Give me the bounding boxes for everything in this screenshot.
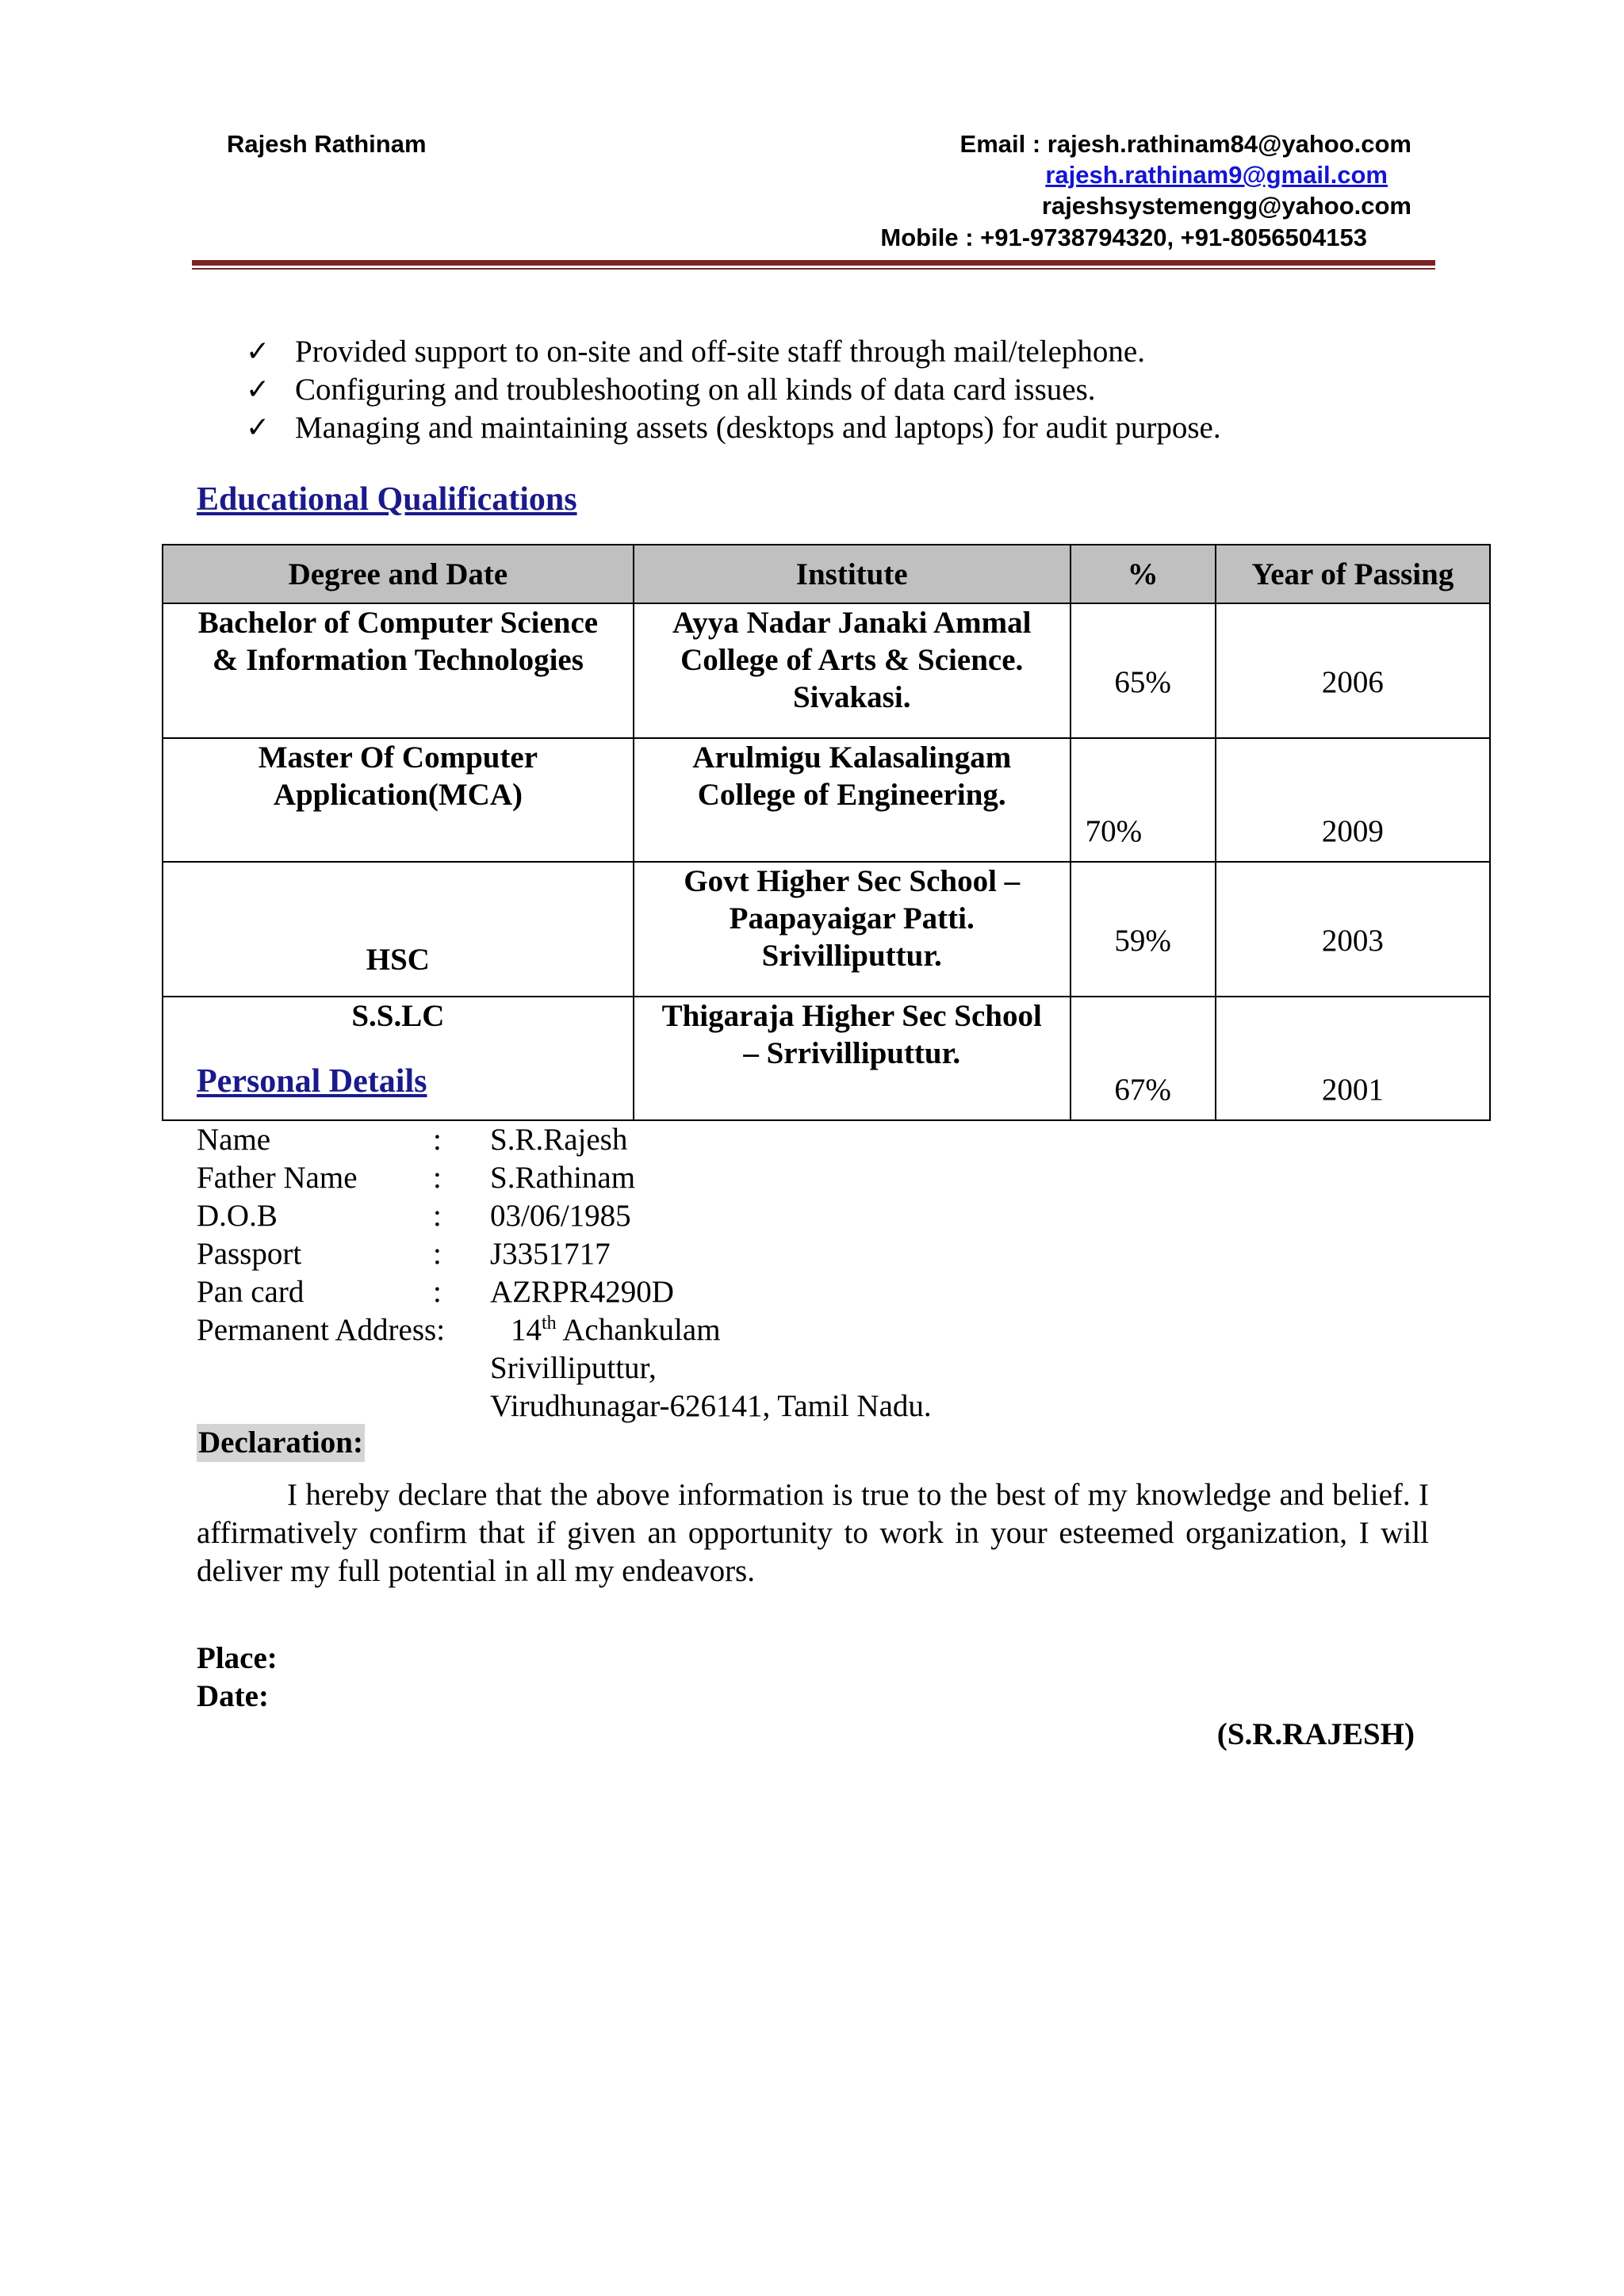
header-rule-thin (192, 268, 1435, 270)
institute-line: College of Arts & Science. (680, 643, 1024, 677)
header-percent: % (1071, 545, 1216, 603)
header-degree: Degree and Date (163, 545, 634, 603)
education-table (162, 544, 1491, 1121)
detail-row-passport (197, 1235, 932, 1273)
detail-label: Name (197, 1123, 271, 1157)
address-line-2: Srivilliputtur, (490, 1351, 657, 1385)
declaration-heading: Declaration: (197, 1424, 365, 1462)
institute-line: College of Engineering. (697, 778, 1006, 812)
institute-line: Sivakasi. (792, 680, 911, 714)
percent-cell: 70% (1071, 738, 1216, 862)
degree-line: Application(MCA) (273, 778, 523, 812)
declaration-text: I hereby declare that the above information is true to the best of my knowledge and belief. I affirmatively confirm that if given an opportunity to work in your esteemed organization, I will deliver my full potential in all my endeavors. (197, 1478, 1429, 1588)
institute-cell (634, 738, 1071, 862)
detail-value: AZRPR4290D (490, 1275, 674, 1309)
institute-line: Srivilliputtur. (761, 939, 942, 973)
address-number: 14 (511, 1313, 542, 1347)
institute-line: Thigaraja Higher Sec School (661, 999, 1042, 1033)
table-header-row (163, 545, 1490, 603)
email-line: Email : rajesh.rathinam84@yahoo.com (959, 130, 1411, 158)
year-cell: 2009 (1216, 738, 1490, 862)
candidate-name: Rajesh Rathinam (227, 130, 427, 158)
place-label: Place: (197, 1641, 278, 1675)
detail-label: D.O.B (197, 1199, 278, 1233)
bullet-text: Provided support to on-site and off-site staff through mail/telephone. (295, 335, 1145, 369)
responsibility-list (246, 333, 1221, 447)
detail-colon: : (433, 1199, 442, 1233)
detail-colon: : (433, 1161, 442, 1195)
institute-cell (634, 603, 1071, 738)
check-mark-icon: ✓ (246, 373, 270, 406)
detail-label: Pan card (197, 1275, 304, 1309)
detail-row-pan-card (197, 1273, 932, 1311)
detail-row-address (197, 1311, 932, 1349)
personal-heading: Personal Details (197, 1063, 427, 1100)
date-label: Date: (197, 1679, 269, 1713)
address-ordinal: th (542, 1313, 557, 1334)
header-year: Year of Passing (1216, 545, 1490, 603)
detail-colon: : (433, 1123, 442, 1157)
percent-cell: 67% (1071, 997, 1216, 1120)
address-street: Achankulam (556, 1313, 721, 1347)
institute-cell (634, 997, 1071, 1120)
degree-line: Bachelor of Computer Science (197, 606, 599, 640)
institute-line: Paapayaigar Patti. (729, 901, 975, 936)
detail-value: S.Rathinam (490, 1161, 636, 1195)
degree-line: Master Of Computer (258, 740, 538, 775)
bullet-text: Configuring and troubleshooting on all kinds of data card issues. (295, 373, 1096, 407)
year-cell: 2006 (1216, 603, 1490, 738)
table-row (163, 603, 1490, 738)
list-item (246, 409, 1221, 447)
detail-label: Passport (197, 1237, 302, 1271)
degree-line: HSC (366, 943, 430, 977)
signature-name: (S.R.RAJESH) (1216, 1717, 1415, 1751)
header-institute: Institute (634, 545, 1071, 603)
personal-details (197, 1121, 932, 1425)
education-heading: Educational Qualifications (197, 481, 577, 518)
check-mark-icon: ✓ (246, 335, 270, 368)
address-line-1 (490, 1311, 721, 1349)
institute-line: Govt Higher Sec School – (684, 864, 1021, 898)
table-row (163, 997, 1490, 1120)
detail-colon: : (433, 1237, 442, 1271)
degree-cell (163, 603, 634, 738)
institute-line: – Srrivilliputtur. (743, 1036, 961, 1070)
degree-cell (163, 738, 634, 862)
detail-value: J3351717 (490, 1237, 611, 1271)
bullet-text: Managing and maintaining assets (desktops and laptops) for audit purpose. (295, 411, 1221, 445)
table-row (163, 738, 1490, 862)
detail-value: 03/06/1985 (490, 1199, 631, 1233)
table-row (163, 862, 1490, 997)
address-label: Permanent Address: (197, 1313, 446, 1347)
detail-value: S.R.Rajesh (490, 1123, 628, 1157)
detail-row-dob (197, 1197, 932, 1235)
year-cell: 2003 (1216, 862, 1490, 997)
detail-row-name (197, 1121, 932, 1159)
percent-cell: 65% (1071, 603, 1216, 738)
address-line-3: Virudhunagar-626141, Tamil Nadu. (490, 1389, 932, 1423)
degree-cell (163, 997, 634, 1120)
detail-label: Father Name (197, 1161, 358, 1195)
email-line-3: rajeshsystemengg@yahoo.com (1041, 192, 1411, 220)
institute-line: Ayya Nadar Janaki Ammal (672, 606, 1032, 640)
header-rule (192, 260, 1435, 266)
degree-line: & Information Technologies (212, 643, 584, 677)
check-mark-icon: ✓ (246, 411, 270, 444)
degree-line: S.S.LC (351, 999, 445, 1033)
detail-colon: : (433, 1275, 442, 1309)
list-item (246, 333, 1221, 371)
year-cell: 2001 (1216, 997, 1490, 1120)
institute-cell (634, 862, 1071, 997)
institute-line: Arulmigu Kalasalingam (692, 740, 1012, 775)
mobile-line: Mobile : +91-9738794320, +91-8056504153 (880, 224, 1367, 251)
list-item (246, 371, 1221, 409)
email-link[interactable]: rajesh.rathinam9@gmail.com (1045, 161, 1388, 189)
percent-cell: 59% (1071, 862, 1216, 997)
detail-row-father-name (197, 1159, 932, 1197)
degree-cell (163, 862, 634, 997)
